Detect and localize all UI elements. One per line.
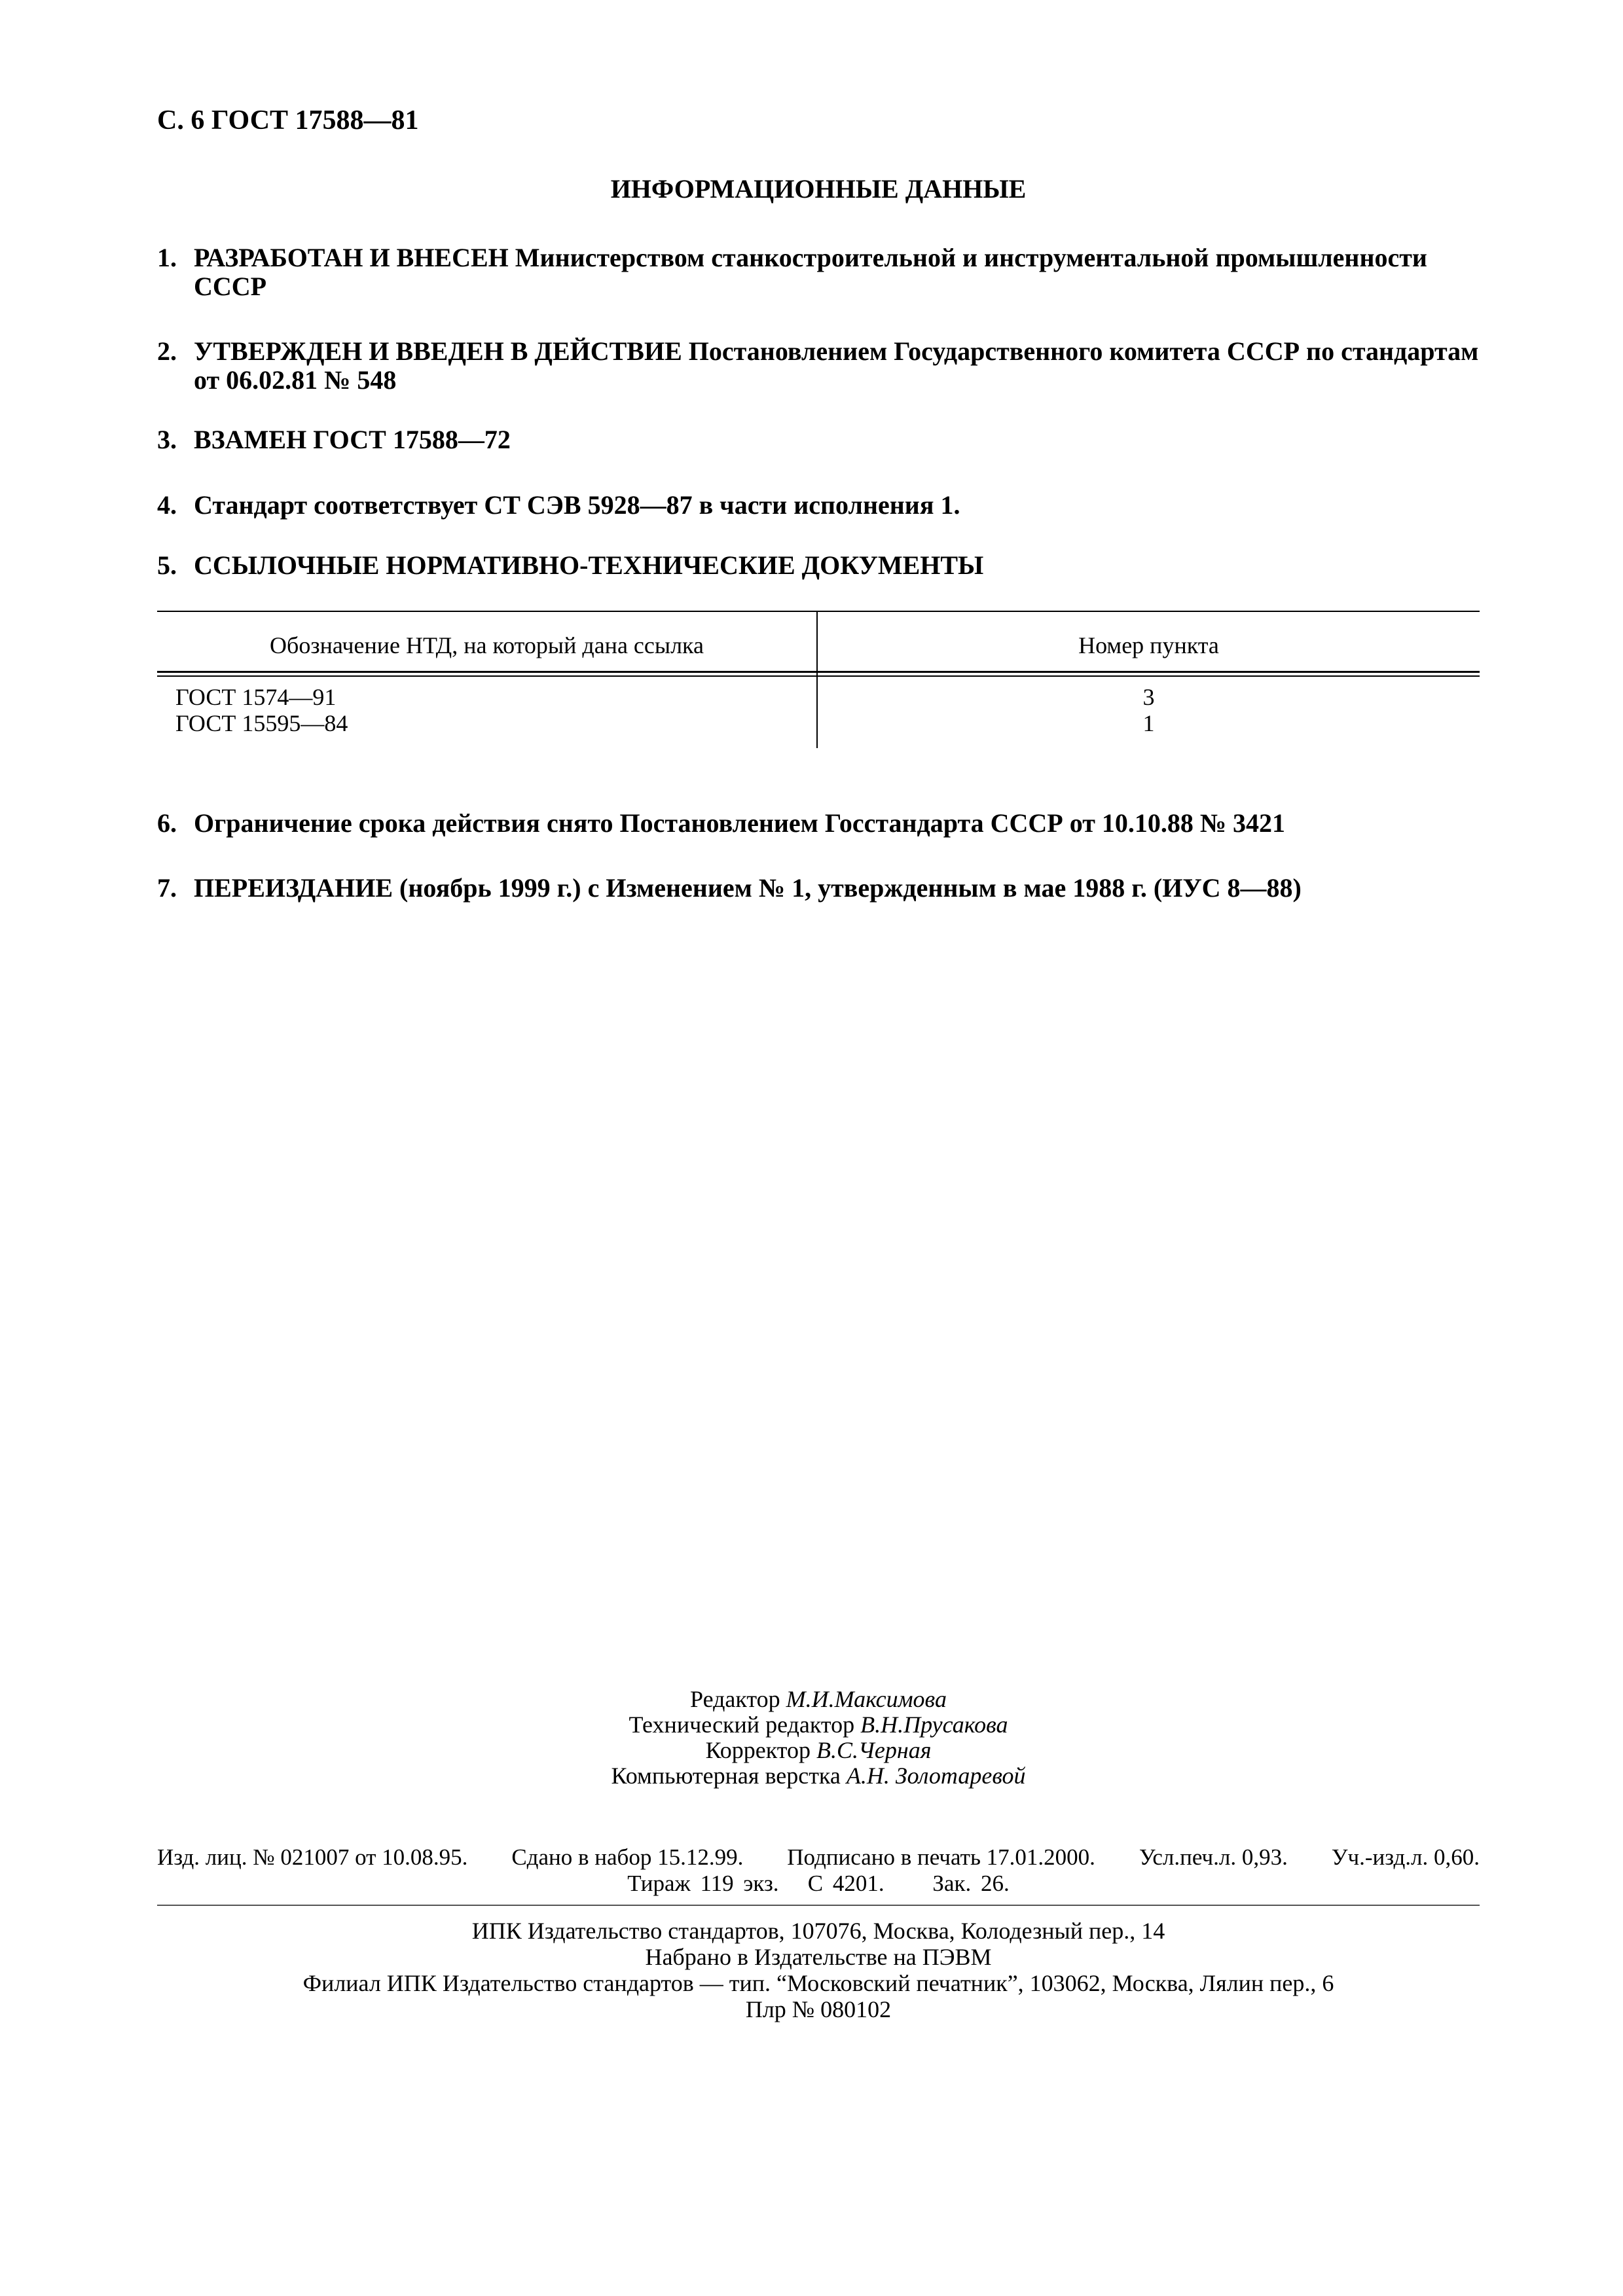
table-body [157,684,1480,736]
credit-proofreader [157,1738,1480,1763]
info-item-2 [157,337,1486,395]
credit-label: Корректор [705,1737,811,1763]
item-number: 6. [157,808,177,838]
credit-name: М.И.Максимова [786,1686,947,1712]
credit-name: В.Н.Прусакова [860,1712,1008,1738]
credit-layout [157,1763,1480,1789]
imprint-line: Набрано в Издательстве на ПЭВМ [645,1944,992,1970]
table-row [157,710,1480,736]
item-number: 1. [157,243,177,272]
info-item-4 [157,491,1486,520]
publication-info [157,1844,1480,1897]
pub-sheets-text: Уч.-изд.л. 0,60. [1331,1844,1480,1870]
imprint-block [157,1918,1480,2022]
info-item-1 [157,243,1486,301]
credit-label: Технический редактор [629,1712,855,1738]
item-number: 4. [157,490,177,520]
publication-info-line [157,1871,1480,1897]
imprint-line: Филиал ИПК Издательство стандартов — тип. “Московский печатник”, 103062, Москва, Лялин пер., 6 [302,1970,1334,1996]
info-item-3 [157,425,1486,454]
signed-text: Подписано в печать 17.01.2000. [787,1844,1095,1870]
item-number: 5. [157,550,177,580]
circulation-text: Тираж 119 экз. [627,1871,779,1896]
info-item-6 [157,809,1486,838]
table-header-point: Номер пункта [1078,632,1219,658]
license-text: Изд. лиц. № 021007 от 10.08.95. [157,1844,468,1870]
table-cell-document: ГОСТ 1574—91 [175,684,337,710]
print-sheets-text: Усл.печ.л. 0,93. [1139,1844,1288,1870]
reference-documents-table [157,611,1480,748]
item-number: 7. [157,873,177,903]
info-item-5 [157,551,1486,580]
section-title: ИНФОРМАЦИОННЫЕ ДАННЫЕ [610,174,1027,204]
table-header-document: Обозначение НТД, на который дана ссылка [270,632,704,658]
code-text: С 4201. [807,1871,884,1896]
item-text: УТВЕРЖДЕН И ВВЕДЕН В ДЕЙСТВИЕ Постановлением Государственного комитета СССР по стандартам от 06.02.81 № 548 [194,336,1479,395]
item-number: 3. [157,425,177,454]
credit-name: А.Н. Золотаревой [846,1763,1026,1789]
table-cell-point: 3 [1142,684,1155,710]
divider [157,1905,1480,1906]
table-header-rule [157,671,1480,673]
credit-tech-editor [157,1712,1480,1738]
order-text: Зак. 26. [932,1871,1010,1896]
publication-info-line [157,1844,1480,1871]
imprint-line: Плр № 080102 [745,1996,892,2022]
credit-editor [157,1687,1480,1712]
table-cell-point: 1 [1142,710,1155,736]
item-text: ПЕРЕИЗДАНИЕ (ноябрь 1999 г.) с Изменением № 1, утвержденным в мае 1988 г. (ИУС 8—88) [194,873,1302,903]
table-cell-document: ГОСТ 15595—84 [175,710,348,736]
credits-block [157,1687,1480,1789]
table-row [157,684,1480,710]
credit-name: В.С.Черная [816,1737,932,1763]
imprint-line: ИПК Издательство стандартов, 107076, Москва, Колодезный пер., 14 [471,1918,1165,1944]
credit-label: Компьютерная верстка [611,1763,841,1789]
page-header: С. 6 ГОСТ 17588—81 [157,105,419,135]
item-text: ССЫЛОЧНЫЕ НОРМАТИВНО-ТЕХНИЧЕСКИЕ ДОКУМЕНТЫ [194,550,984,580]
item-text: Стандарт соответствует СТ СЭВ 5928—87 в части исполнения 1. [194,490,960,520]
table-header-rule [157,675,1480,677]
typeset-text: Сдано в набор 15.12.99. [511,1844,744,1870]
item-text: ВЗАМЕН ГОСТ 17588—72 [194,425,511,454]
credit-label: Редактор [690,1686,780,1712]
info-item-7 [157,874,1486,903]
table-top-rule [157,611,1480,612]
item-number: 2. [157,336,177,366]
item-text: РАЗРАБОТАН И ВНЕСЕН Министерством станкостроительной и инструментальной промышленности СССР [194,243,1427,301]
item-text: Ограничение срока действия снято Постановлением Госстандарта СССР от 10.10.88 № 3421 [194,808,1286,838]
